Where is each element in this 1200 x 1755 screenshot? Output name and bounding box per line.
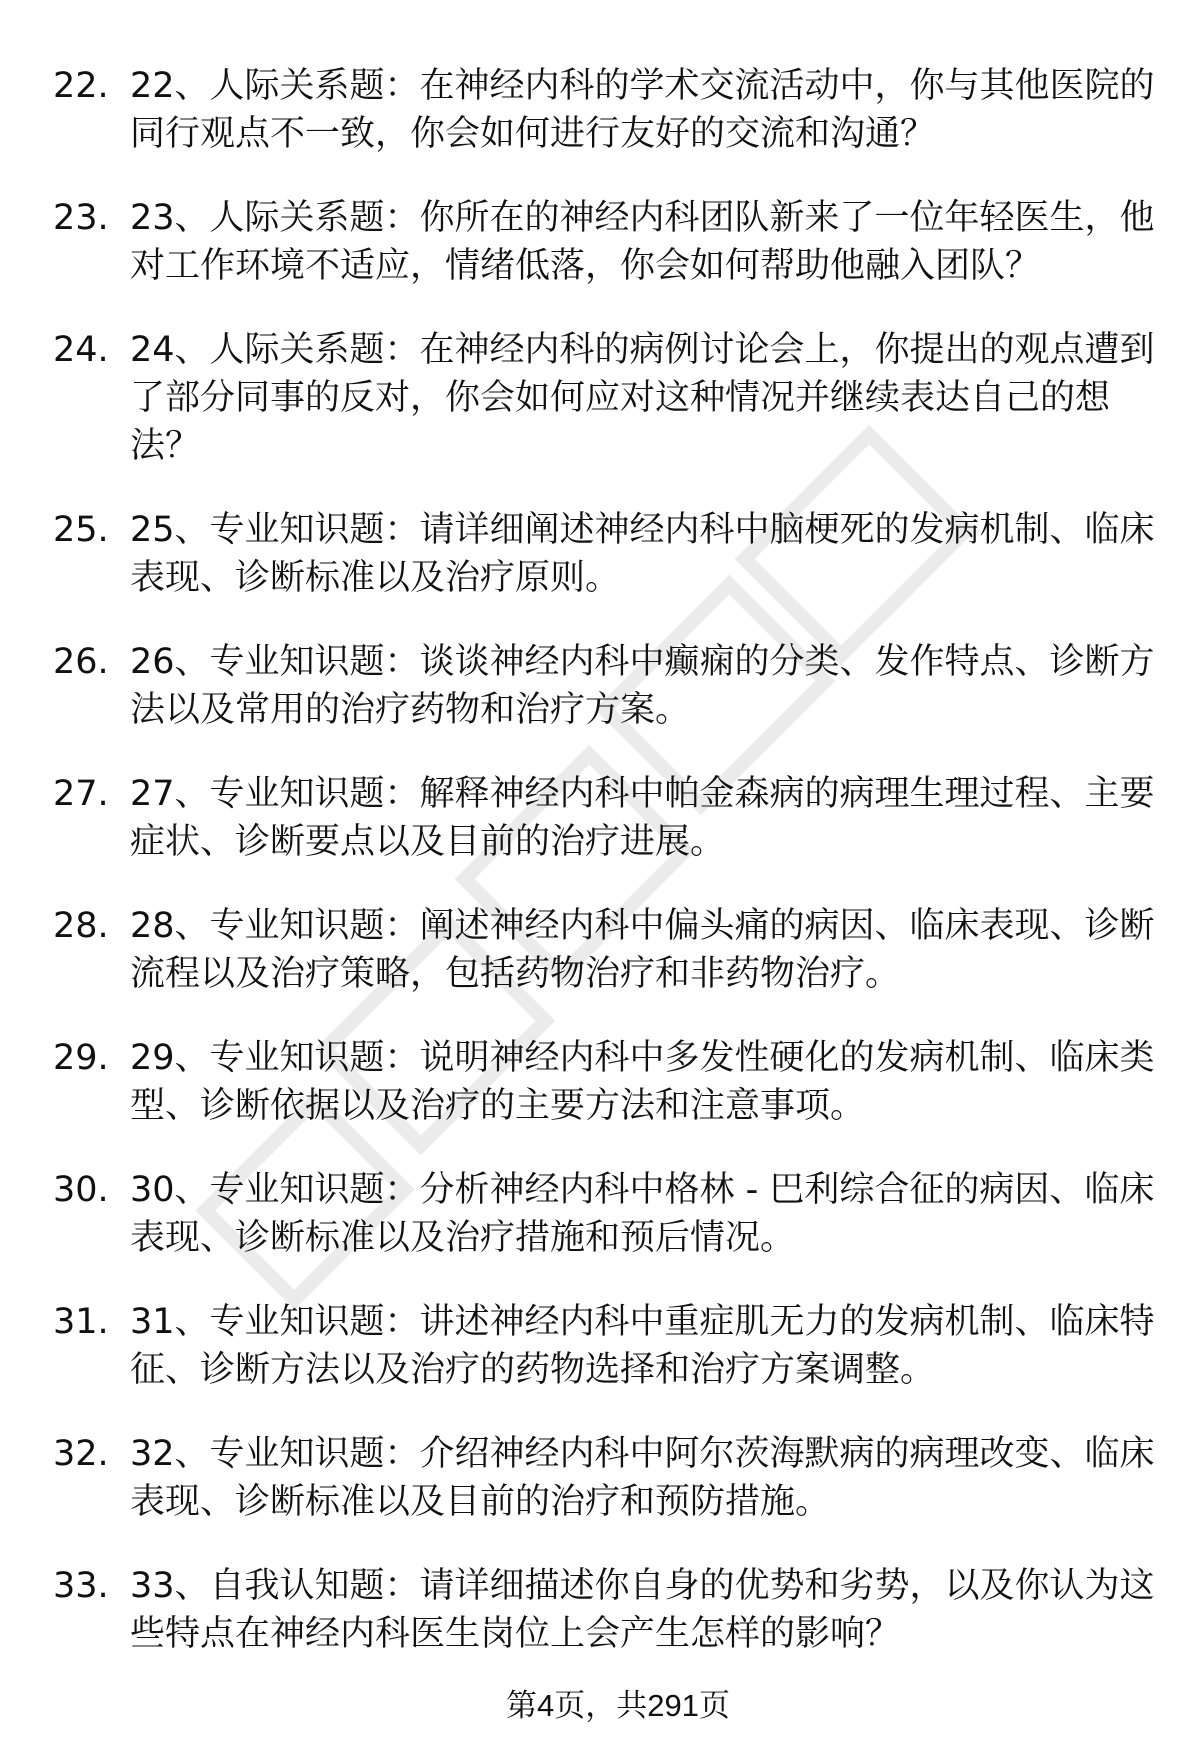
item-text: 31、专业知识题：讲述神经内科中重症肌无力的发病机制、临床特征、诊断方法以及治疗的药物选择和治疗方案调整。	[130, 1302, 1155, 1390]
item-text: 29、专业知识题：说明神经内科中多发性硬化的发病机制、临床类型、诊断依据以及治疗的主要方法和注意事项。	[130, 1038, 1155, 1126]
item-number: 27.	[53, 774, 109, 814]
item-text: 33、自我认知题：请详细描述你自身的优势和劣势，以及你认为这些特点在神经内科医生岗位上会产生怎样的影响？	[130, 1566, 1155, 1654]
item-text: 25、专业知识题：请详细阐述神经内科中脑梗死的发病机制、临床表现、诊断标准以及治疗原则。	[130, 510, 1155, 598]
item-number: 29.	[53, 1038, 109, 1078]
list-item	[0, 326, 1200, 470]
list-item	[0, 1430, 1200, 1526]
item-text: 32、专业知识题：介绍神经内科中阿尔茨海默病的病理改变、临床表现、诊断标准以及目前的治疗和预防措施。	[130, 1434, 1155, 1522]
item-text: 23、人际关系题：你所在的神经内科团队新来了一位年轻医生，他对工作环境不适应，情绪低落，你会如何帮助他融入团队？	[130, 198, 1155, 286]
item-number: 23.	[53, 198, 109, 238]
list-item	[0, 1298, 1200, 1394]
question-list	[0, 62, 1200, 1694]
item-text: 24、人际关系题：在神经内科的病例讨论会上，你提出的观点遭到了部分同事的反对，你会如何应对这种情况并继续表达自己的想法？	[130, 330, 1155, 466]
item-number: 33.	[53, 1566, 109, 1606]
list-item	[0, 1166, 1200, 1262]
list-item	[0, 1562, 1200, 1658]
item-text: 27、专业知识题：解释神经内科中帕金森病的病理生理过程、主要症状、诊断要点以及目前的治疗进展。	[130, 774, 1155, 862]
list-item	[0, 194, 1200, 290]
page-footer	[0, 1686, 1200, 1726]
list-item	[0, 506, 1200, 602]
list-item	[0, 770, 1200, 866]
item-number: 26.	[53, 642, 109, 682]
item-number: 25.	[53, 510, 109, 550]
list-item	[0, 638, 1200, 734]
page-number-label: 第4页，共291页	[506, 1688, 730, 1723]
item-text: 28、专业知识题：阐述神经内科中偏头痛的病因、临床表现、诊断流程以及治疗策略，包括药物治疗和非药物治疗。	[130, 906, 1155, 994]
item-number: 31.	[53, 1302, 109, 1342]
list-item	[0, 62, 1200, 158]
item-text: 30、专业知识题：分析神经内科中格林 - 巴利综合征的病因、临床表现、诊断标准以及治疗措施和预后情况。	[130, 1170, 1155, 1258]
list-item	[0, 1034, 1200, 1130]
item-text: 22、人际关系题：在神经内科的学术交流活动中，你与其他医院的同行观点不一致，你会如何进行友好的交流和沟通？	[130, 66, 1155, 154]
item-number: 30.	[53, 1170, 109, 1210]
item-number: 28.	[53, 906, 109, 946]
item-text: 26、专业知识题：谈谈神经内科中癫痫的分类、发作特点、诊断方法以及常用的治疗药物和治疗方案。	[130, 642, 1155, 730]
item-number: 32.	[53, 1434, 109, 1474]
item-number: 24.	[53, 330, 109, 370]
list-item	[0, 902, 1200, 998]
item-number: 22.	[53, 66, 109, 106]
